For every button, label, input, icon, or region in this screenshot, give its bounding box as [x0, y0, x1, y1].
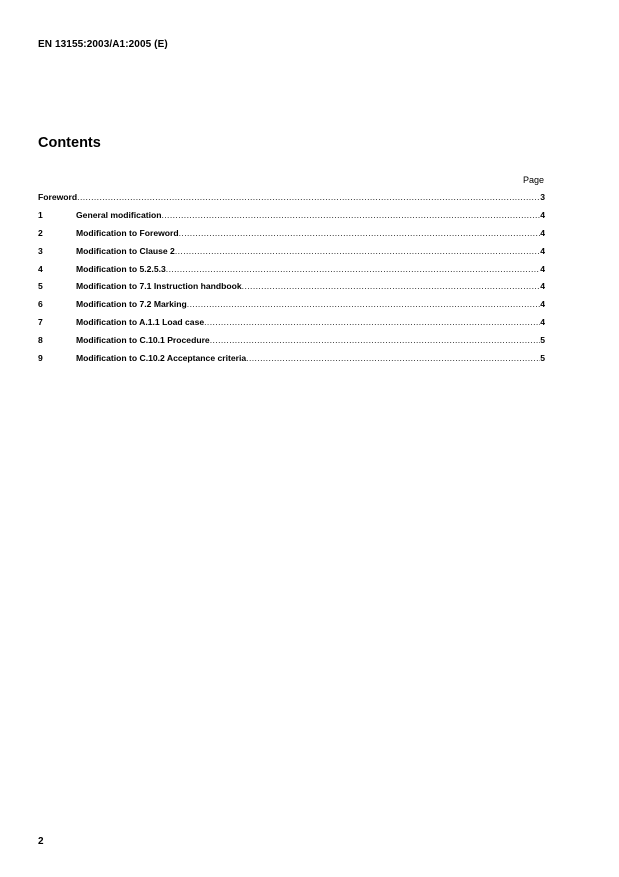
toc-entry-page: 4 [540, 245, 545, 256]
toc-entry-title: Modification to 7.2 Marking [76, 299, 187, 310]
toc-leader-dots [210, 335, 541, 345]
toc-entry-5[interactable] [38, 281, 545, 299]
toc-entry-8[interactable] [38, 335, 545, 353]
page-number: 2 [38, 836, 44, 847]
toc-leader-dots [246, 353, 540, 363]
toc-entry-foreword[interactable] [38, 192, 545, 210]
toc-entry-number: 3 [38, 245, 43, 256]
toc-entry-page: 5 [540, 353, 545, 364]
page-column-label: Page [522, 175, 544, 185]
toc-entry-page: 4 [540, 209, 545, 220]
toc-entry-number: 5 [38, 281, 43, 292]
toc-entry-title: General modification [76, 209, 162, 220]
toc-entry-6[interactable] [38, 299, 545, 317]
contents-heading: Contents [38, 135, 101, 151]
toc-entry-page: 3 [540, 192, 545, 202]
toc-entry-title: Modification to C.10.1 Procedure [76, 335, 210, 346]
toc-leader-dots [161, 210, 540, 220]
toc-leader-dots [175, 246, 540, 256]
toc-entry-title: Modification to A.1.1 Load case [76, 317, 205, 328]
toc-entry-2[interactable] [38, 228, 545, 246]
toc-entry-page: 5 [540, 335, 545, 346]
toc-leader-dots [204, 317, 540, 327]
toc-entry-3[interactable] [38, 246, 545, 264]
toc-entry-title: Modification to 7.1 Instruction handbook [76, 281, 242, 292]
toc-entry-7[interactable] [38, 317, 545, 335]
toc-entry-title: Modification to Clause 2 [76, 245, 175, 256]
toc-entry-page: 4 [540, 263, 545, 274]
document-header: EN 13155:2003/A1:2005 (E) [38, 39, 168, 50]
toc-entry-number: 1 [38, 209, 43, 220]
toc-leader-dots [166, 264, 540, 274]
toc-entry-title: Modification to 5.2.5.3 [76, 263, 166, 274]
toc-entry-number: 6 [38, 299, 43, 310]
toc-leader-dots [77, 192, 540, 202]
toc-entry-number: 7 [38, 317, 43, 328]
toc-entry-4[interactable] [38, 264, 545, 282]
toc-entry-number: 2 [38, 227, 43, 238]
toc-entry-page: 4 [540, 299, 545, 310]
toc-entry-title: Modification to Foreword [76, 227, 179, 238]
toc-entry-9[interactable] [38, 353, 545, 371]
toc-entry-page: 4 [540, 227, 545, 238]
toc-leader-dots [187, 299, 540, 309]
toc-entry-page: 4 [540, 317, 545, 328]
toc-entry-title: Modification to C.10.2 Acceptance criteria [76, 353, 247, 364]
table-of-contents [38, 192, 545, 371]
toc-leader-dots [179, 228, 541, 238]
toc-entry-title: Foreword [38, 192, 78, 202]
toc-entry-number: 4 [38, 263, 43, 274]
toc-entry-1[interactable] [38, 210, 545, 228]
toc-entry-page: 4 [540, 281, 545, 292]
toc-entry-number: 9 [38, 353, 43, 364]
toc-entry-number: 8 [38, 335, 43, 346]
toc-leader-dots [242, 281, 541, 291]
